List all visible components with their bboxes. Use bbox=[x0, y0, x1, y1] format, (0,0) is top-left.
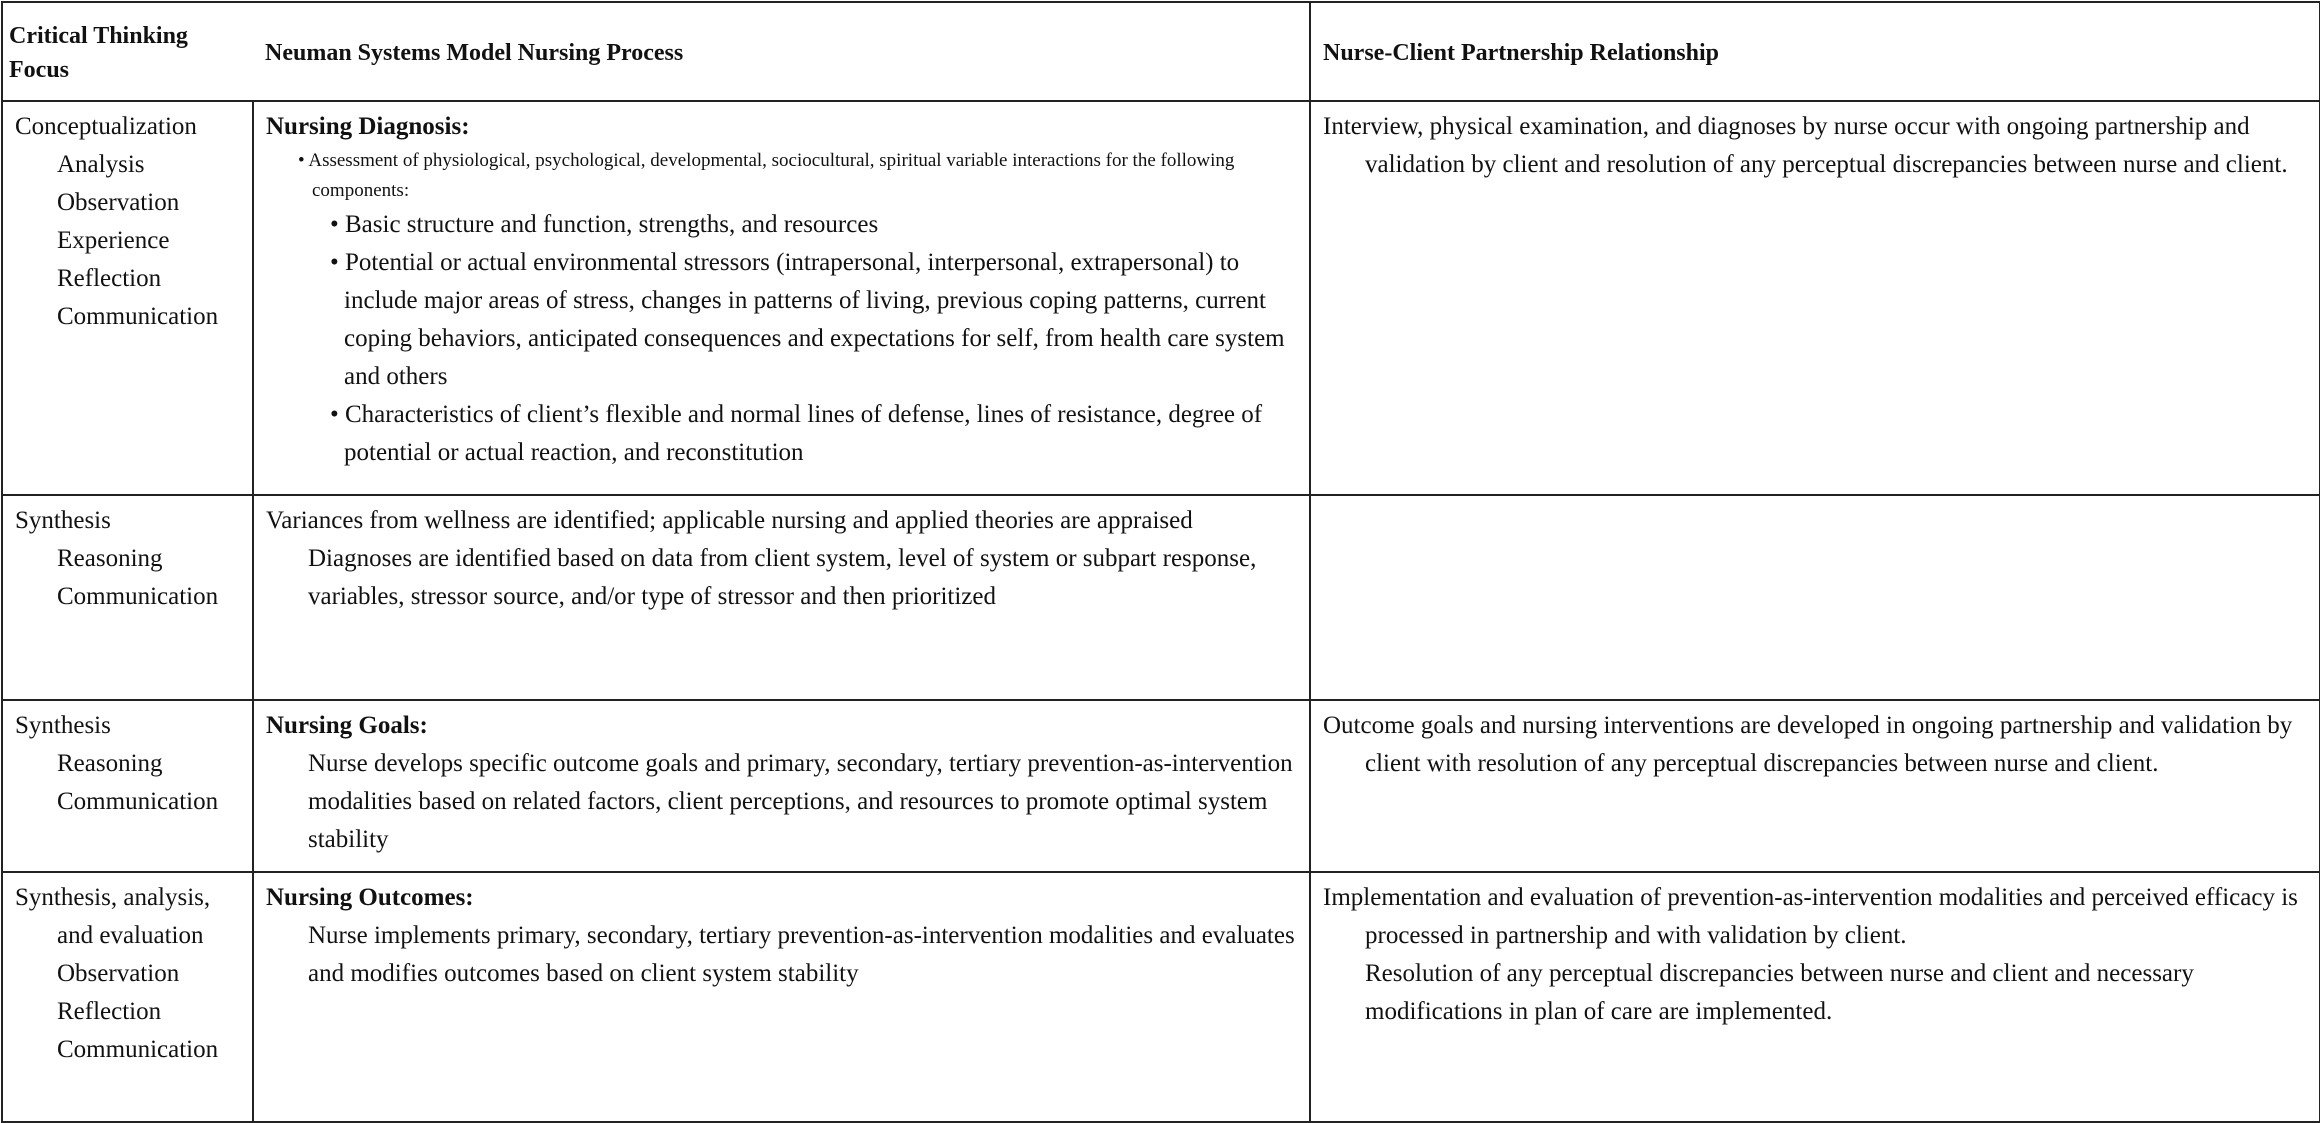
header-row bbox=[2, 2, 2320, 101]
partnership-cell bbox=[1310, 872, 2320, 1122]
process-text: Nurse implements primary, secondary, tertiary prevention-as-intervention modalities and evaluates and modifies outcomes based on client system stability bbox=[308, 922, 1295, 987]
partnership-text: Outcome goals and nursing interventions are developed in ongoing partnership and validation by client with resolution of any perceptual discrepancies between nurse and client. bbox=[1323, 712, 2293, 777]
focus-item: Reflection bbox=[57, 998, 162, 1025]
focus-item: Experience bbox=[57, 227, 170, 254]
process-cell bbox=[253, 101, 1310, 495]
focus-item: Observation bbox=[57, 960, 180, 987]
process-text: Variances from wellness are identified; applicable nursing and applied theories are appraised bbox=[266, 507, 1193, 534]
focus-item: Communication bbox=[57, 583, 219, 610]
header-critical-thinking: Critical Thinking Focus bbox=[2, 2, 253, 101]
process-bullet: • Basic structure and function, strengths, and resources bbox=[330, 211, 879, 238]
process-title: Nursing Diagnosis: bbox=[266, 113, 470, 140]
focus-item: Observation bbox=[57, 189, 180, 216]
process-title: Nursing Outcomes: bbox=[266, 884, 474, 911]
table-row bbox=[2, 700, 2320, 872]
table-row bbox=[2, 495, 2320, 700]
process-intro: • Assessment of physiological, psychological, developmental, sociocultural, spiritual variable interactions for the following components: bbox=[298, 150, 1235, 201]
process-cell bbox=[253, 700, 1310, 872]
focus-cell bbox=[2, 495, 253, 700]
focus-item: Synthesis bbox=[15, 507, 111, 534]
process-title: Nursing Goals: bbox=[266, 712, 428, 739]
process-text: Diagnoses are identified based on data from client system, level of system or subpart response, variables, stressor source, and/or type of stressor and then prioritized bbox=[308, 545, 1257, 610]
focus-item: Communication bbox=[57, 788, 219, 815]
process-cell bbox=[253, 495, 1310, 700]
focus-item: Synthesis bbox=[15, 712, 111, 739]
process-bullet: • Characteristics of client’s flexible and normal lines of defense, lines of resistance, degree of potential or actual reaction, and reconstitution bbox=[330, 401, 1263, 466]
focus-cell bbox=[2, 700, 253, 872]
focus-item: Synthesis, analysis, and evaluation bbox=[15, 884, 211, 949]
partnership-cell bbox=[1310, 700, 2320, 872]
focus-cell bbox=[2, 872, 253, 1122]
focus-item: Communication bbox=[57, 303, 219, 330]
focus-item: Analysis bbox=[57, 151, 145, 178]
process-bullet: • Potential or actual environmental stressors (intrapersonal, interpersonal, extrapersonal) to include major areas of stress, changes in patterns of living, previous coping patterns, current coping behaviors, anticipated consequences and expectations for self, from health care system and others bbox=[330, 249, 1285, 390]
table-row bbox=[2, 872, 2320, 1122]
focus-item: Reasoning bbox=[57, 750, 163, 777]
header-nursing-process: Neuman Systems Model Nursing Process bbox=[253, 2, 1310, 101]
partnership-cell bbox=[1310, 101, 2320, 495]
focus-item: Reasoning bbox=[57, 545, 163, 572]
header-partnership: Nurse-Client Partnership Relationship bbox=[1310, 2, 2320, 101]
partnership-cell bbox=[1310, 495, 2320, 700]
partnership-text: Resolution of any perceptual discrepancies between nurse and client and necessary modifications in plan of care are implemented. bbox=[1365, 960, 2194, 1025]
process-text: Nurse develops specific outcome goals and primary, secondary, tertiary prevention-as-intervention modalities based on related factors, client perceptions, and resources to promote optimal system stability bbox=[308, 750, 1293, 853]
focus-item: Communication bbox=[57, 1036, 219, 1063]
focus-item: Reflection bbox=[57, 265, 162, 292]
focus-item: Conceptualization bbox=[15, 113, 197, 140]
nursing-process-table bbox=[1, 1, 2320, 1123]
process-cell bbox=[253, 872, 1310, 1122]
focus-cell bbox=[2, 101, 253, 495]
table-row bbox=[2, 101, 2320, 495]
partnership-text: Interview, physical examination, and diagnoses by nurse occur with ongoing partnership and validation by client and resolution of any perceptual discrepancies between nurse and client. bbox=[1323, 113, 2288, 178]
partnership-text: Implementation and evaluation of prevention-as-intervention modalities and perceived efficacy is processed in partnership and with validation by client. bbox=[1323, 884, 2298, 949]
